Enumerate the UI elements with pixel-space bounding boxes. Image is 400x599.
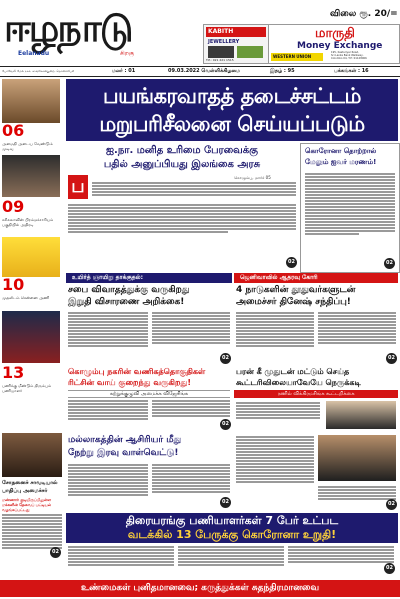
story-body-text xyxy=(236,435,314,484)
continued-page-badge: 02 xyxy=(220,353,231,364)
bottom-body xyxy=(66,545,398,575)
story-body-text xyxy=(2,513,62,550)
advert-address-line: 195, Kasturiyar Road, xyxy=(331,51,359,54)
story-headline-1: மல்லாகத்தின் ஆசிரியர் மீது xyxy=(68,435,182,445)
bottom-headline-1: திரையரங்கு பணியாளர்கள் 7 பேர் உட்பட xyxy=(125,514,339,527)
story-body-text xyxy=(236,311,314,348)
sidebar-caption: முதலிடம் சென்னை அணி xyxy=(2,295,50,300)
story-headline-2: கூட்டரிவிலையாவேயே நெருக்கடி xyxy=(236,378,361,387)
sidebar-caption: அமைதி அடைய வேண்டும் முடிவு xyxy=(2,141,53,151)
sidebar-photo xyxy=(2,155,60,197)
main-headline-line2: மறுபரிசீலனை செய்யப்படும் xyxy=(99,112,365,136)
story-photo xyxy=(318,435,396,481)
price: விலை ரூ. 20/= xyxy=(330,9,398,19)
advert-address xyxy=(331,51,397,60)
continued-page-badge: 02 xyxy=(220,419,231,430)
sidebar-caption: சசிகலாவின் பிரம்மச்சாரியம் பகுதியில் அதிரடி xyxy=(2,217,54,227)
story-body-text xyxy=(68,311,148,348)
advert-title: KABITH xyxy=(208,28,234,35)
story-body-text xyxy=(68,399,148,421)
lead-byline: கொழும்பு, மார்ச் 05 xyxy=(234,175,271,180)
advert-phone: T.P.: 021 221 1515 xyxy=(206,58,234,62)
story-body-text xyxy=(318,485,396,501)
logo-text: ஈழநாடு xyxy=(4,6,132,50)
continued-page-badge: 02 xyxy=(50,547,61,558)
advert-photo xyxy=(237,46,263,58)
story-headline-2: இறுதி விசாரணை அறிக்கை! xyxy=(68,297,185,307)
story-body-text xyxy=(152,311,230,345)
story-headline-2: பாதிப்பு அமைச்சர் xyxy=(2,488,48,494)
dateline-vol: மலர் : 01 xyxy=(112,68,136,74)
story-headline-2: அமைச்சர் தினேஷ் சந்திப்பு! xyxy=(236,297,351,307)
minister-story xyxy=(234,433,398,511)
story-body-text xyxy=(152,463,230,494)
story-photo xyxy=(2,433,62,477)
dateline-issue: இதழ் : 95 xyxy=(270,68,295,74)
story-headline-1: சோதனைச் சாவடியால் xyxy=(2,480,58,486)
continued-page-badge: 02 xyxy=(386,353,397,364)
geneva-story xyxy=(234,273,398,365)
lead-body-text xyxy=(92,181,296,197)
story-body-text xyxy=(68,545,174,567)
pandemic-story xyxy=(234,367,398,431)
sidebar-page-number: 06 xyxy=(2,121,25,140)
story-photo xyxy=(326,401,396,429)
advert-jewellery xyxy=(203,24,269,64)
covid-body-text xyxy=(305,172,395,236)
story-kicker: உயிர்த் ஞாயிறு தாக்குதல்: xyxy=(72,274,144,281)
continued-page-badge: 02 xyxy=(384,563,395,574)
lead-dropcap: ப xyxy=(68,175,88,199)
advert-title: Money Exchange xyxy=(297,41,383,51)
story-headline-1: கொழும்பு நகரின் வணிகத்தொகுதிகள் xyxy=(68,367,206,376)
story-headline-1: பரன் கீ முதுடன் மட்டும் செய்த xyxy=(236,367,350,376)
lead-body-text xyxy=(68,203,296,234)
dateline-date: 09.03.2022 வெள்ளிக்கிழமை xyxy=(168,68,241,74)
footer-slogan: உண்மைகள் புனிதமானவை; கருத்துக்கள் சுதந்திரமானவை xyxy=(80,583,320,593)
sidebar-page-number: 10 xyxy=(2,275,25,294)
story-kicker: ஜெனிவாவில் ஆதரவு கோரி xyxy=(240,274,318,281)
advert-photo xyxy=(208,46,234,58)
story-body-text xyxy=(178,545,284,567)
mallaka-story xyxy=(66,433,232,511)
continued-page-badge: 02 xyxy=(386,499,397,510)
story-body-text xyxy=(318,311,396,345)
footer-bar xyxy=(0,580,400,597)
story-headline-2: ரிட்சின் வாய் குறைந்து வருகிறது! xyxy=(68,378,192,387)
lead-subhead-1: ஐ.நா. மனித உரிமை பேரவைக்கு xyxy=(106,145,258,156)
colombo-story xyxy=(66,367,232,431)
bottom-headline-2: வடக்கில் 13 பேருக்கு கொரோனா உறுதி! xyxy=(127,528,337,541)
story-kicker: கற்றுக்குழுவி அமைக்க விஜேசிங்க xyxy=(68,390,230,398)
main-headline-box xyxy=(66,79,398,141)
story-headline-2: நேற்று இரவு வாள்வெட்டு! xyxy=(68,448,179,458)
sidebar-caption: பணிக்கு மீண்டும் திரும்பும் பணியாளர் xyxy=(2,383,52,393)
covid-deaths-box xyxy=(300,143,400,273)
easter-attack-story xyxy=(66,273,232,365)
advert-money-exchange xyxy=(268,24,400,64)
masthead xyxy=(0,0,400,66)
advert-brand: மாருதி xyxy=(315,26,355,41)
main-headline-line1: பயங்கரவாதத் தடைச்சட்டம் xyxy=(103,84,361,108)
left-sidebar xyxy=(0,77,64,477)
continued-page-badge: 02 xyxy=(384,258,395,269)
covid-title-1: கொரோனா தொற்றால் xyxy=(305,147,377,155)
story-body-text xyxy=(236,401,320,420)
advert-address-line: Sri Lanka Bank Walkway, xyxy=(331,54,364,57)
logo xyxy=(4,6,174,57)
dateline-address: பேர்வேலி மேல் நகர், காங்கேசன்துறை, தொலைபேசி xyxy=(2,69,75,73)
dateline-pages: பக்கங்கள் : 16 xyxy=(334,68,369,74)
story-body-text xyxy=(152,399,230,418)
story-kicker: ரணில் விக்கிரமசிங்க கூட்டறிக்கை xyxy=(277,391,355,397)
sidebar-photo xyxy=(2,79,60,123)
sidebar-page-number: 13 xyxy=(2,363,25,382)
advert-line: JEWELLERY xyxy=(208,39,240,45)
advert-tag: WESTERN UNION xyxy=(273,54,312,59)
story-body-text xyxy=(68,463,148,497)
dateline xyxy=(0,66,400,77)
sidebar-photo xyxy=(2,311,60,363)
sidebar-photo xyxy=(2,237,60,277)
bottom-headline-box xyxy=(66,513,398,543)
covid-title-2: மேலும் ஐவர் மரணம்! xyxy=(305,158,377,166)
continued-page-badge: 02 xyxy=(220,497,231,508)
lead-story xyxy=(66,143,298,271)
story-headline-1: 4 நாடுகளின் தூதுவர்களுடன் xyxy=(236,285,356,295)
checkpoint-story xyxy=(0,433,64,561)
story-body-text xyxy=(288,545,394,564)
logo-suffix: சிறகு xyxy=(120,50,135,57)
logo-english: Eelanadu xyxy=(18,50,50,57)
continued-page-badge: 02 xyxy=(286,257,297,268)
story-red-kicker: மண்ணார் குடியிருப்பிலுள்ள மக்களின் தேவைப் பட்டியல் வழங்கப்பட்டது xyxy=(2,497,51,512)
advert-address-line: Colombo 04, T.P: 01128006 xyxy=(331,57,367,60)
story-headline-1: சபை விவாதத்துக்கு வருகிறது xyxy=(68,285,190,295)
lead-subhead-2: பதில் அனுப்பியது இலங்கை அரசு xyxy=(103,159,261,170)
sidebar-page-number: 09 xyxy=(2,197,25,216)
